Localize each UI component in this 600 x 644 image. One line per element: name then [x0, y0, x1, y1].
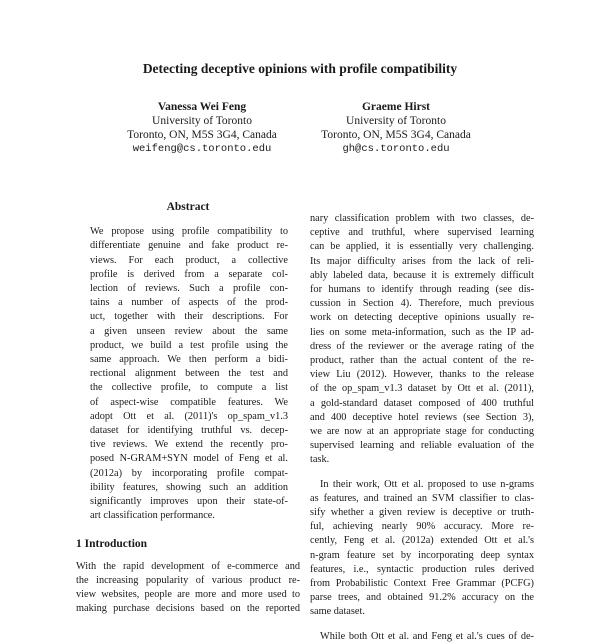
paragraph — [310, 478, 534, 620]
text-line: dataset for identifying truthful vs. decep- — [90, 425, 288, 437]
text-line: the increasing popularity of various product re- — [76, 574, 300, 586]
text-line: and 400 deceptive hotel reviews (see Section 3), — [310, 411, 534, 423]
paragraph — [310, 630, 534, 644]
author-address: Toronto, ON, M5S 3G4, Canada — [127, 129, 277, 141]
section-heading: 1 Introduction — [76, 538, 148, 551]
text-line: ceptive and truthful, where supervised learning — [310, 227, 534, 239]
text-line: adopt Ott et al. (2011)'s op_spam_v1.3 — [90, 410, 288, 422]
text-line: lection of reviews. Such a profile con- — [90, 283, 288, 295]
text-line: features, i.e., syntactic production rules derived — [310, 563, 534, 575]
author-affiliation: University of Toronto — [346, 115, 446, 127]
text-line: posed N-GRAM+SYN model of Feng et al. — [90, 453, 288, 465]
left-column — [76, 200, 300, 616]
text-line: sify whether a given review is deceptive or truth- — [310, 507, 534, 519]
text-line: dress of the reviewer or the average rating of the — [310, 340, 534, 352]
text-line: supervised learning and reliable evaluation of the — [310, 440, 534, 452]
text-line: the collective profile, to compute a list — [90, 382, 288, 394]
right-column — [310, 212, 534, 644]
text-line: task. — [310, 454, 330, 466]
abstract-heading: Abstract — [166, 201, 210, 213]
text-line: cently, Feng et al. (2012a) extended Ott et al.'s — [310, 535, 534, 547]
author-block-2 — [276, 100, 516, 156]
text-line: significantly improves upon their state-of- — [90, 496, 288, 508]
author-name: Vanessa Wei Feng — [157, 101, 247, 113]
text-line: (2012a) by incorporating profile compat- — [90, 467, 288, 479]
text-line: from Probabilistic Context Free Grammar (PCFG) — [310, 578, 534, 590]
text-line: profile is derived from a separate col- — [90, 268, 288, 280]
text-line: making purchase decisions based on the reported — [76, 603, 300, 615]
text-line: view websites, people are more and more used to — [76, 589, 300, 601]
text-line: nary classification problem with two classes, de- — [310, 213, 534, 224]
text-line: as features, and trained an SVM classifier to clas- — [310, 492, 534, 504]
text-line: views. For each product, a collective — [90, 254, 288, 266]
text-line: ably labeled data, because it is extremely difficult — [310, 269, 534, 281]
text-line: ibility features, showing such an addition — [90, 481, 288, 493]
text-line: ful, achieving nearly 90% accuracy. More re- — [310, 521, 534, 533]
abstract-body — [76, 225, 300, 523]
text-line: tive reviews. We extend the recently pro- — [90, 439, 288, 451]
author-affiliation: University of Toronto — [152, 115, 252, 127]
text-line: tains a number of aspects of the prod- — [90, 297, 288, 309]
text-line: In their work, Ott et al. proposed to use n-grams — [320, 478, 534, 490]
text-line: With the rapid development of e-commerce and — [76, 560, 300, 572]
author-email[interactable]: gh@cs.toronto.edu — [342, 143, 450, 155]
author-name: Graeme Hirst — [361, 101, 430, 113]
text-line: same approach. We then perform a bidi- — [90, 354, 288, 366]
text-line: rectional alignment between the test and — [90, 368, 288, 380]
text-line: Its major difficulty arises from the lack of reli- — [310, 255, 534, 267]
text-line: of aspect-wise compatible features. We — [90, 396, 288, 408]
text-line: for humans to identify through reading (see dis- — [310, 284, 534, 296]
text-line: of the op_spam_v1.3 dataset by Ott et al. (2011), — [310, 383, 534, 395]
author-email[interactable]: weifeng@cs.toronto.edu — [132, 143, 272, 155]
text-line: lies on some meta-information, such as the IP ad- — [310, 326, 534, 338]
text-line: product, rather than the actual content of the re- — [310, 355, 534, 367]
text-line: we are now at an appropriate stage for conducting — [310, 426, 534, 438]
text-line: a gold-standard dataset composed of 400 truthful — [310, 397, 534, 409]
text-line: same dataset. — [310, 606, 365, 618]
text-line: art classification performance. — [90, 510, 215, 522]
text-line: parse trees, and obtained 91.2% accuracy on the — [310, 592, 534, 604]
text-line: a given unseen review about the same — [90, 325, 288, 337]
text-line: product, we build a test profile using the — [90, 339, 288, 351]
text-line: cussion in Section 4). Therefore, much previous — [310, 298, 534, 310]
text-line: differentiate genuine and fake product re- — [90, 240, 288, 252]
paragraph — [310, 212, 534, 468]
text-line: view Liu (2012). However, thanks to the release — [310, 369, 534, 381]
text-line: We propose using profile compatibility to — [90, 226, 288, 238]
text-line: work on detecting deceptive opinions usually re- — [310, 312, 534, 324]
author-address: Toronto, ON, M5S 3G4, Canada — [321, 129, 471, 141]
text-line: can be applied, it is essentially very challenging. — [310, 241, 534, 253]
intro-body — [76, 560, 300, 617]
paper-title: Detecting deceptive opinions with profile compatibility — [142, 61, 458, 76]
text-line: n-gram feature set by incorporating deep syntax — [310, 549, 534, 561]
text-line: While both Ott et al. and Feng et al.'s cues of de- — [320, 630, 534, 642]
text-line: uct, together with their descriptions. For — [90, 311, 288, 323]
